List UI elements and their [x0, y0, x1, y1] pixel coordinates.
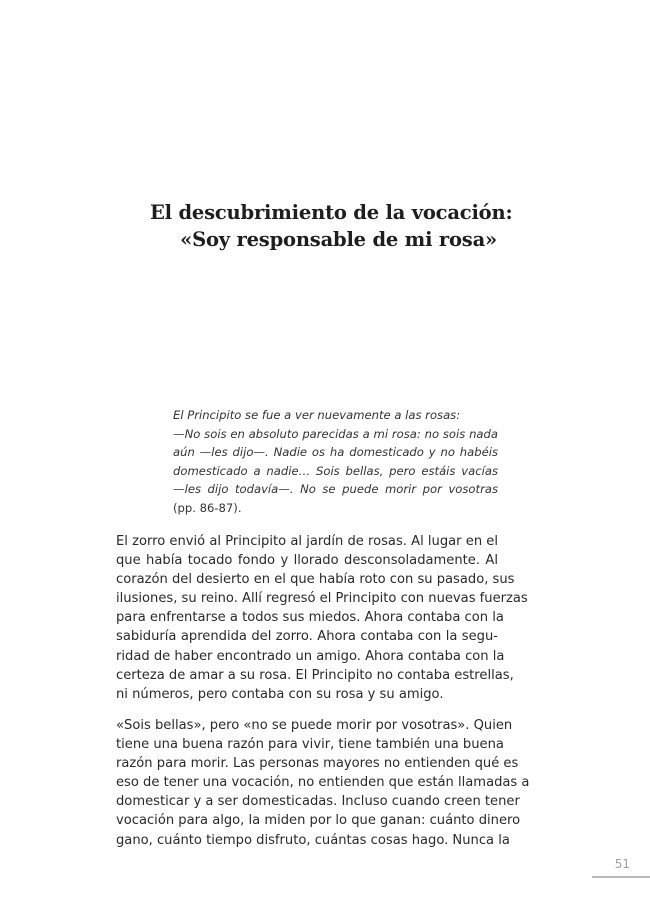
paragraph-line: gano, cuánto tiempo disfruto, cuántas cosas hago. Nunca la [116, 832, 510, 848]
epigraph-citation: (pp. 86-87). [173, 500, 242, 515]
paragraph-line: El zorro envió al Principito al jardín de rosas. Al lugar en el [116, 534, 498, 549]
paragraph-line: vocación para algo, la miden por lo que ganan: cuánto dinero [116, 813, 521, 829]
body-paragraph-2 [116, 716, 530, 850]
epigraph-line: El Principito se fue a ver nuevamente a las rosas: [173, 408, 461, 422]
chapter-title [150, 199, 513, 253]
paragraph-line: eso de tener una vocación, no entienden que están llamadas a [116, 775, 530, 791]
epigraph-line: domesticado a nadie… Sois bellas, pero estáis vacías [173, 463, 498, 478]
epigraph-line: —No sois en absoluto parecidas a mi rosa: no sois nada [173, 426, 498, 441]
paragraph-line: corazón del desierto en el que había roto con su pasado, sus [116, 572, 515, 588]
paragraph-line: que había tocado fondo y llorado desconsoladamente. Al [116, 553, 498, 569]
page-number-rule [592, 876, 650, 878]
paragraph-line: ridad de haber encontrado un amigo. Ahora contaba con la [116, 648, 505, 664]
paragraph-line: sabiduría aprendida del zorro. Ahora contaba con la segu- [116, 629, 498, 645]
epigraph-line: —les dijo todavía—. No se puede morir por vosotras [173, 482, 498, 497]
paragraph-line: ni números, pero contaba con su rosa y su amigo. [116, 686, 444, 702]
chapter-title-line-2: «Soy responsable de mi rosa» [180, 228, 497, 252]
epigraph-quote [173, 406, 498, 518]
chapter-title-line-1: El descubrimiento de la vocación: [150, 201, 513, 225]
paragraph-line: tiene una buena razón para vivir, tiene también una buena [116, 737, 504, 753]
paragraph-line: certeza de amar a su rosa. El Principito no contaba estrellas, [116, 667, 514, 683]
paragraph-line: «Sois bellas», pero «no se puede morir por vosotras». Quien [116, 718, 513, 733]
paragraph-line: ilusiones, su reino. Allí regresó el Principito con nuevas fuerzas [116, 591, 528, 607]
body-paragraph-1 [116, 532, 528, 704]
paragraph-line: razón para morir. Las personas mayores no entienden qué es [116, 756, 519, 772]
paragraph-line: domesticar y a ser domesticadas. Incluso cuando creen tener [116, 794, 520, 810]
paragraph-line: para enfrentarse a todos sus miedos. Ahora contaba con la [116, 610, 504, 626]
epigraph-line: aún —les dijo—. Nadie os ha domesticado y no habéis [173, 445, 498, 460]
page-number: 51 [614, 857, 630, 871]
